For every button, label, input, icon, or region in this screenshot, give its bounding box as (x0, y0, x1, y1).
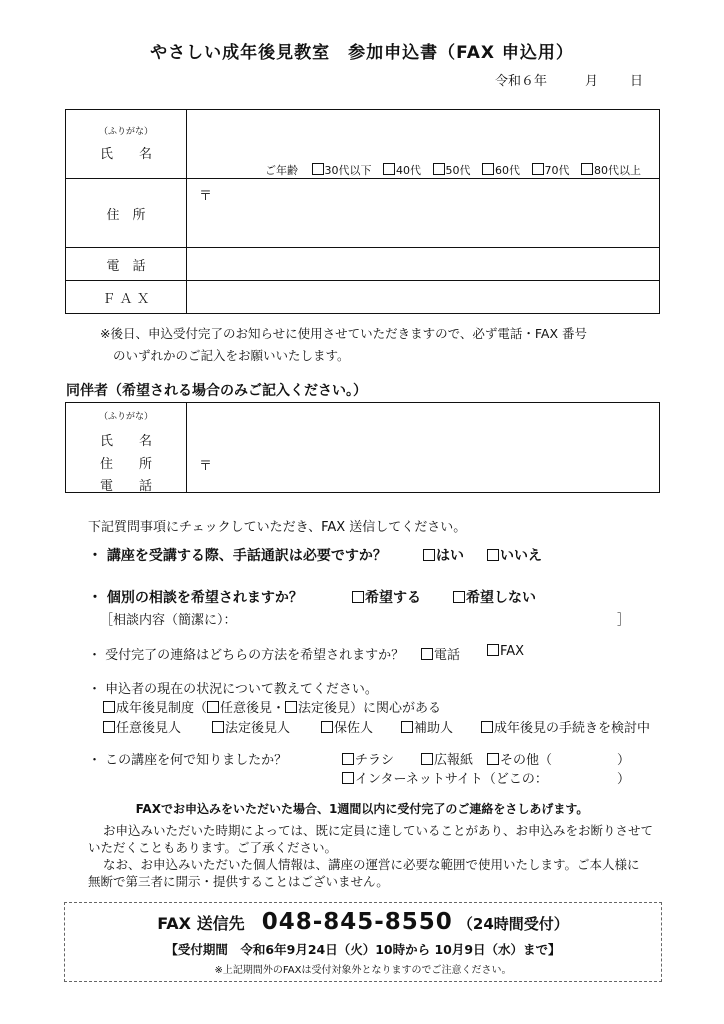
checkbox[interactable] (285, 701, 297, 713)
q5-option-internet[interactable]: インターネットサイト（どこの： (342, 768, 548, 787)
fax-label: Ｆ Ａ Ｘ (66, 281, 187, 314)
fax-hours: （24時間受付） (457, 915, 569, 933)
date-month: 月 (585, 74, 599, 89)
fax-destination-label: FAX 送信先 (157, 914, 245, 933)
age-option-3[interactable]: 50代 (433, 164, 471, 177)
notice-bold: FAXでお申込みをいただいた場合、1週間以内に受付完了のご連絡をさしあげます。 (135, 802, 589, 816)
q1-option-no[interactable]: いいえ (487, 545, 542, 565)
q4-option-4[interactable]: 補助人 (401, 717, 453, 736)
companion-label-cell (66, 403, 187, 493)
age-options (265, 162, 641, 178)
q2-detail-open: ［相談内容（簡潔に）： (100, 613, 237, 628)
checkbox[interactable] (421, 648, 433, 660)
checkbox[interactable] (103, 701, 115, 713)
fax-info-box (64, 902, 662, 982)
q4-option-1[interactable]: 任意後見人 (103, 717, 181, 736)
questions-intro: 下記質問事項にチェックしていただき、FAX 送信してください。 (88, 520, 467, 535)
q4-option-5[interactable]: 成年後見の手続きを検討中 (481, 717, 650, 736)
notice-line-3: なお、お申込みいただいた個人情報は、講座の運営に必要な範囲で使用いたします。ご本人様に (103, 857, 640, 872)
companion-table (65, 402, 660, 493)
checkbox[interactable] (487, 549, 499, 561)
q5-option-other[interactable]: その他（ (487, 749, 552, 768)
checkbox[interactable] (401, 721, 413, 733)
reception-period: 【受付期間 令和6年9月24日（火）10時から 10月9日（水）まで】 (165, 942, 561, 957)
name-label: 氏 名 (99, 147, 152, 162)
name-label-cell (66, 110, 187, 179)
checkbox[interactable] (342, 772, 354, 784)
checkbox[interactable] (481, 721, 493, 733)
checkbox[interactable] (383, 163, 395, 175)
q2-detail-close: ］ (617, 613, 631, 628)
notice-line-1: お申込みいただいた時期によっては、既に定員に達していることがあり、お申込みをお断りさせて (103, 823, 654, 838)
date-day: 日 (630, 74, 644, 89)
date-era: 令和６年 (495, 74, 548, 89)
companion-heading: 同伴者（希望される場合のみご記入ください。） (66, 383, 367, 399)
checkbox[interactable] (212, 721, 224, 733)
q4-option-2[interactable]: 法定後見人 (212, 717, 290, 736)
q5-option-newsletter[interactable]: 広報紙 (421, 749, 473, 768)
q5-other-close: ） (617, 753, 631, 768)
q5-text: ・ この講座を何で知りましたか？ (88, 753, 288, 768)
checkbox[interactable] (321, 721, 333, 733)
fax-field[interactable] (187, 281, 660, 314)
age-option-5[interactable]: 70代 (532, 164, 570, 177)
contact-note-1: ※後日、申込受付完了のお知らせに使用させていただきますので、必ず電話・FAX 番号 (100, 326, 587, 341)
checkbox[interactable] (532, 163, 544, 175)
checkbox[interactable] (423, 549, 435, 561)
checkbox[interactable] (453, 591, 465, 603)
companion-furigana: （ふりがな） (98, 412, 153, 422)
checkbox[interactable] (482, 163, 494, 175)
q4-line1 (103, 697, 441, 716)
companion-field[interactable] (187, 403, 660, 493)
q4-option-interest[interactable]: 成年後見制度（ (103, 701, 207, 716)
fax-number: 048-845-8550 (261, 909, 453, 935)
phone-label: 電 話 (66, 248, 187, 281)
age-option-4[interactable]: 60代 (482, 164, 520, 177)
q4-option-3[interactable]: 保佐人 (321, 717, 373, 736)
q5-option-flyer[interactable]: チラシ (342, 749, 394, 768)
applicant-table (65, 109, 660, 314)
q2-option-yes[interactable]: 希望する (352, 587, 421, 607)
name-field[interactable] (187, 110, 660, 179)
phone-field[interactable] (187, 248, 660, 281)
checkbox[interactable] (487, 753, 499, 765)
checkbox[interactable] (312, 163, 324, 175)
checkbox[interactable] (207, 701, 219, 713)
period-caution: ※上記期間外のFAXは受付対象外となりますのでご注意ください。 (214, 965, 512, 976)
companion-postal-mark: 〒 (199, 459, 213, 474)
notice-line-4: 無断で第三者に開示・提供することはございません。 (88, 874, 389, 889)
q1-option-yes[interactable]: はい (423, 545, 464, 565)
contact-note-2: のいずれかのご記入をお願いいたします。 (113, 348, 350, 363)
age-label: ご年齢 (265, 164, 298, 177)
checkbox[interactable] (581, 163, 593, 175)
q1-text: ・ 講座を受講する際、手話通訳は必要ですか？ (88, 548, 387, 564)
q4-text: ・ 申込者の現在の状況について教えてください。 (88, 682, 378, 697)
q3-option-fax[interactable]: FAX (487, 644, 524, 659)
checkbox[interactable] (103, 721, 115, 733)
checkbox[interactable] (352, 591, 364, 603)
q2-option-no[interactable]: 希望しない (453, 587, 536, 607)
companion-address-label: 住 所 (99, 457, 152, 472)
fax-line (65, 909, 661, 935)
checkbox[interactable] (421, 753, 433, 765)
q4-option-voluntary[interactable]: 任意後見・ (207, 701, 285, 716)
q3-text: ・ 受付完了の連絡はどちらの方法を希望されますか？ (88, 648, 405, 663)
age-option-2[interactable]: 40代 (383, 164, 421, 177)
postal-mark: 〒 (199, 189, 213, 204)
age-option-6[interactable]: 80代以上 (581, 164, 641, 177)
notice-line-2: いただくこともあります。ご了承ください。 (88, 840, 338, 855)
q4-option-legal[interactable]: 法定後見）に関心がある (285, 701, 441, 716)
companion-name-label: 氏 名 (99, 434, 152, 449)
address-label: 住 所 (66, 179, 187, 248)
address-field[interactable] (187, 179, 660, 248)
q5-internet-close: ） (617, 772, 631, 787)
q2-text: ・ 個別の相談を希望されますか？ (88, 590, 303, 606)
q3-option-phone[interactable]: 電話 (421, 644, 460, 663)
furigana-label: （ふりがな） (98, 127, 153, 137)
checkbox[interactable] (433, 163, 445, 175)
checkbox[interactable] (487, 644, 499, 656)
page-title: やさしい成年後見教室 参加申込書（FAX 申込用） (150, 43, 574, 63)
companion-phone-label: 電 話 (99, 479, 152, 494)
age-option-1[interactable]: 30代以下 (312, 164, 372, 177)
checkbox[interactable] (342, 753, 354, 765)
